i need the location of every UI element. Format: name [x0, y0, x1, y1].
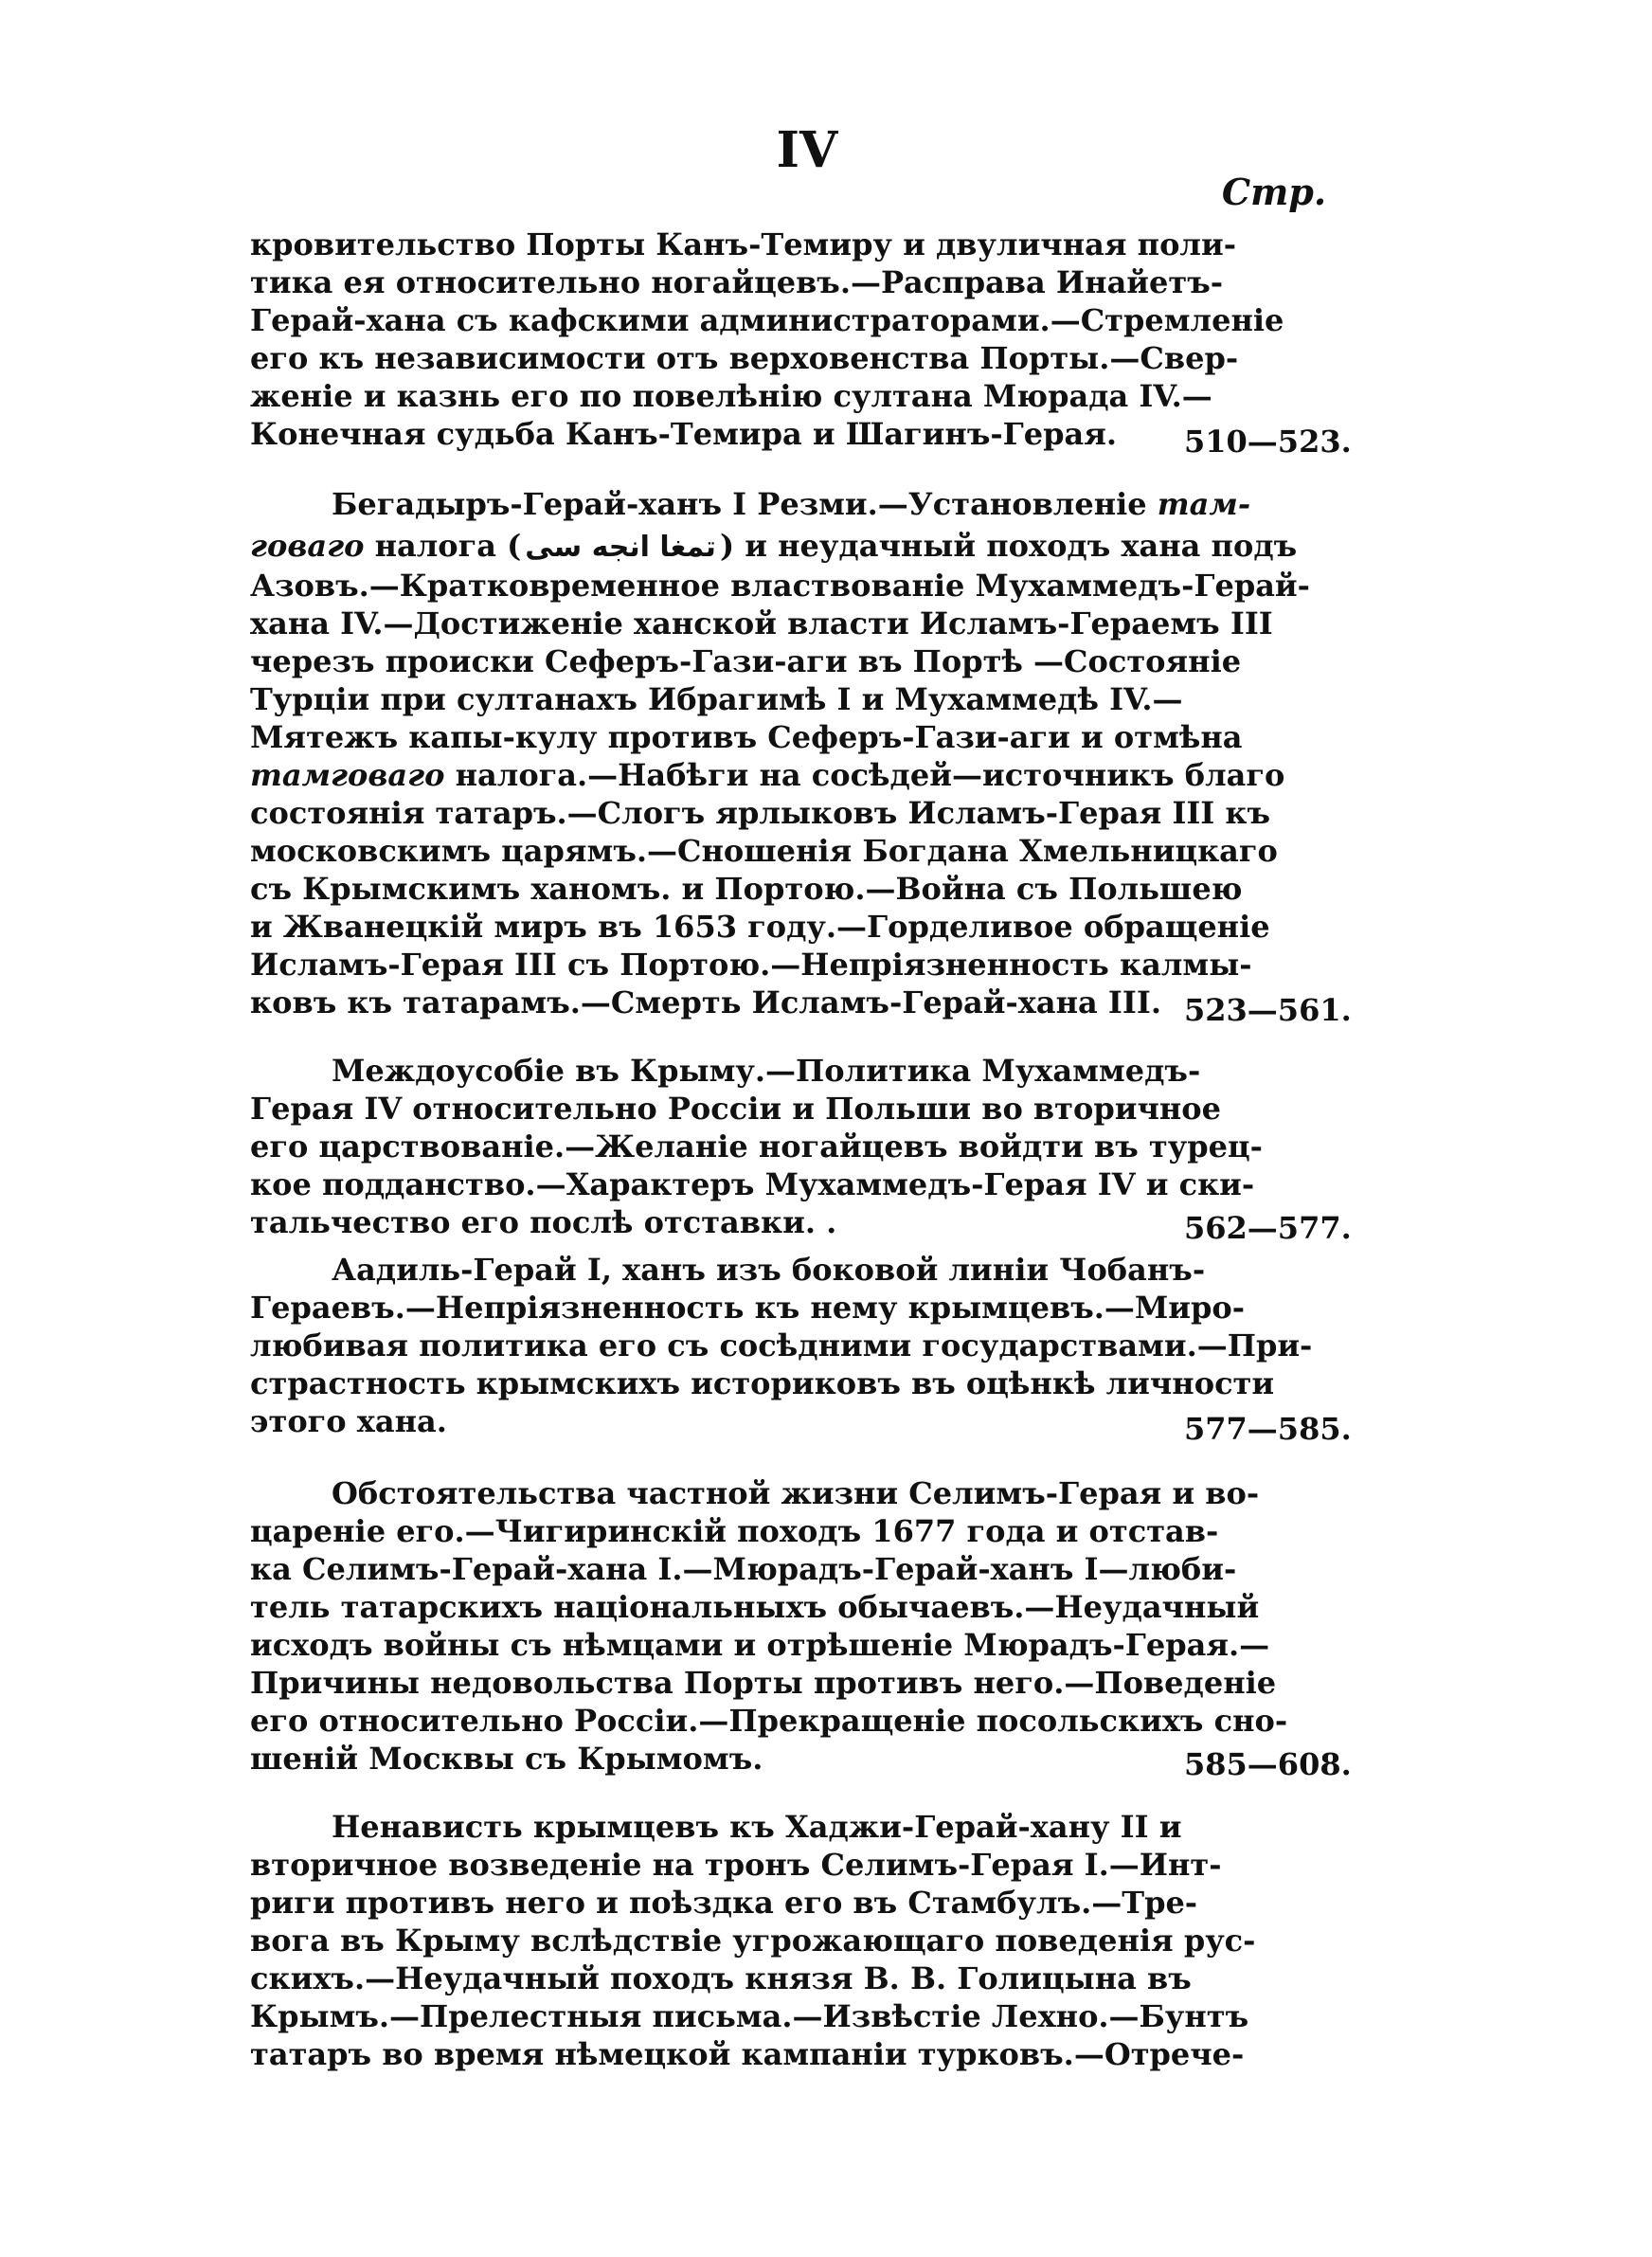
text-line: московскимъ царямъ.—Сношенія Богдана Хмельницкаго: [250, 833, 1278, 869]
page-range: 585—608.: [1184, 1746, 1352, 1782]
text-line: кое подданство.—Характеръ Мухаммедъ-Герая IV и ски-: [250, 1166, 1255, 1202]
text-line: любивая политика его съ сосѣдними государствами.—При-: [250, 1327, 1313, 1363]
text-line: Междоусобіе въ Крыму.—Политика Мухаммедъ-: [332, 1053, 1201, 1089]
text-line: Причины недовольства Порты противъ него.—Поведеніе: [250, 1665, 1277, 1701]
text-line: Крымъ.—Прелестныя письма.—Извѣстіе Лехно.—Бунтъ: [250, 1998, 1249, 2034]
text-line: Ненависть крымцевъ къ Хаджи-Герай-хану II и: [332, 1809, 1182, 1845]
text-line: этого хана.: [250, 1403, 447, 1439]
text-line: тика ея относительно ногайцевъ.—Расправа Инайетъ-: [250, 264, 1224, 300]
text-line: страстность крымскихъ историковъ въ оцѣнкѣ личности: [250, 1365, 1275, 1401]
text-line: шеній Москвы съ Крымомъ.: [250, 1741, 763, 1777]
text-line: [250, 527, 1298, 565]
text-line: тель татарскихъ національныхъ обычаевъ.—Неудачный: [250, 1589, 1260, 1625]
pages-column-header: Стр.: [1221, 171, 1327, 213]
text-line: Гераевъ.—Непріязненность къ нему крымцевъ.—Миро-: [250, 1290, 1246, 1326]
text-line: Турціи при султанахъ Ибрагимѣ I и Мухаммедѣ IV.—: [250, 681, 1183, 717]
text-line: съ Крымскимъ ханомъ. и Портою.—Война съ Польшею: [250, 871, 1243, 907]
text-line: Исламъ-Герая III съ Портою.—Непріязненность калмы-: [250, 947, 1252, 983]
text-line: цареніе его.—Чигиринскій походъ 1677 года и отстав-: [250, 1513, 1219, 1549]
text-line: кровительство Порты Канъ-Темиру и двуличная поли-: [250, 226, 1236, 262]
text-line: скихъ.—Неудачный походъ князя В. В. Голицына въ: [250, 1960, 1192, 1996]
text-line: [332, 485, 1251, 523]
text-line: его царствованіе.—Желаніе ногайцевъ войдти въ турец-: [250, 1128, 1263, 1165]
text-line: Аадиль-Герай I, ханъ изъ боковой линіи Чобанъ-: [332, 1252, 1206, 1288]
page-number: IV: [776, 121, 838, 179]
text-line: и Жванецкій миръ въ 1653 году.—Горделивое обращеніе: [250, 909, 1270, 945]
text-line: Герая IV относительно Россіи и Польши во вторичное: [250, 1091, 1221, 1127]
text-line: ка Селимъ-Герай-хана I.—Мюрадъ-Герай-ханъ I—люби-: [250, 1551, 1237, 1587]
text-line: черезъ происки Сеферъ-Гази-аги въ Портѣ —Состояніе: [250, 643, 1242, 679]
text-line: женіе и казнь его по повелѣнію султана Мюрада IV.—: [250, 378, 1212, 414]
text-line: риги противъ него и поѣздка его въ Стамбулъ.—Тре-: [250, 1885, 1198, 1921]
page-range: 523—561.: [1184, 992, 1352, 1028]
text-line: его относительно Россіи.—Прекращеніе посольскихъ сно-: [250, 1703, 1288, 1739]
text-line: татаръ во время нѣмецкой кампаніи турковъ.—Отрече-: [250, 2036, 1245, 2072]
italic-term: там-: [1157, 486, 1251, 522]
text-run: ) и неудачный походъ хана подъ: [719, 528, 1298, 564]
text-line: ковъ къ татарамъ.—Смерть Исламъ-Герай-хана III.: [250, 984, 1161, 1020]
text-line: его къ независимости отъ верховенства Порты.—Свер-: [250, 340, 1239, 376]
text-line: Конечная судьба Канъ-Темира и Шагинъ-Герая.: [250, 416, 1117, 452]
text-line: Герай-хана съ кафскими администраторами.—Стремленіе: [250, 302, 1284, 338]
arabic-term: تمغا انجه سی: [525, 531, 716, 564]
text-line: Обстоятельства частной жизни Селимъ-Герая и во-: [332, 1475, 1260, 1511]
text-run: налога (: [364, 528, 522, 564]
text-run: Бегадыръ-Герай-ханъ I Резми.—Установленіе: [332, 486, 1158, 522]
text-line: вога въ Крыму вслѣдствіе угрожающаго поведенія рус-: [250, 1923, 1256, 1959]
text-line: Азовъ.—Кратковременное властвованіе Мухаммедъ-Герай-: [250, 568, 1310, 604]
text-line: вторичное возведеніе на тронъ Селимъ-Герая I.—Инт-: [250, 1847, 1222, 1883]
italic-term: говаго: [250, 528, 365, 564]
text-line: тальчество его послѣ отставки. .: [250, 1204, 837, 1240]
page-range: 562—577.: [1184, 1210, 1352, 1246]
italic-term: тамговаго: [250, 757, 445, 793]
text-line: [250, 756, 1285, 794]
text-line: хана IV.—Достиженіе ханской власти Исламъ-Гераемъ III: [250, 605, 1273, 641]
text-run: налога.—Набѣги на сосѣдей—источникъ благо: [444, 757, 1285, 793]
page-range: 577—585.: [1184, 1411, 1352, 1447]
text-line: состоянія татаръ.—Слогъ ярлыковъ Исламъ-Герая III къ: [250, 795, 1271, 831]
text-line: исходъ войны съ нѣмцами и отрѣшеніе Мюрадъ-Герая.—: [250, 1627, 1270, 1663]
text-line: Мятежъ капы-кулу противъ Сеферъ-Гази-аги и отмѣна: [250, 719, 1243, 755]
page-range: 510—523.: [1184, 424, 1352, 460]
